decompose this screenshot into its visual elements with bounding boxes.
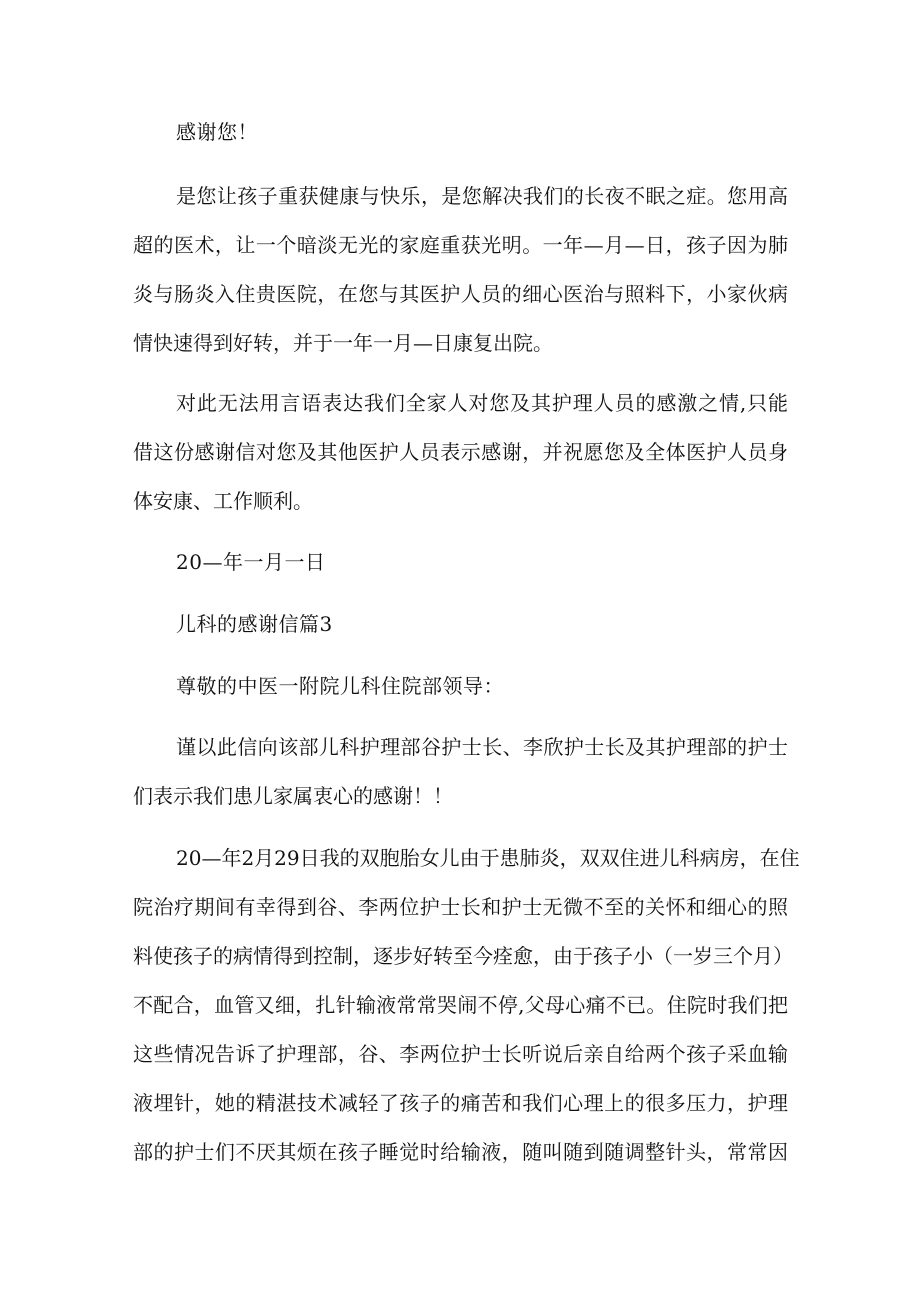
paragraph-line: 们表示我们患儿家属衷心的感谢！！ [133,784,453,808]
paragraph-line: 不配合，血管又细，扎针输液常常哭闹不停,父母心痛不已。住院时我们把 [133,993,788,1017]
paragraph-line: 体安康、工作顺利。 [133,489,313,513]
paragraph-line: 20—年2月29日我的双胞胎女儿由于患肺炎，双双住进儿科病房，在住 [176,846,800,870]
salutation: 尊敬的中医一附院儿科住院部领导： [176,674,504,698]
paragraph-line: 是您让孩子重获健康与快乐，是您解决我们的长夜不眠之症。您用高 [176,184,788,208]
paragraph-line: 对此无法用言语表达我们全家人对您及其护理人员的感激之情,只能 [176,391,788,415]
greeting: 感谢您！ [176,120,258,144]
paragraph-line: 情快速得到好转，并于一年一月—日康复出院。 [133,331,553,355]
paragraph-line: 谨以此信向该部儿科护理部谷护士长、李欣护士长及其护理部的护士 [176,735,788,759]
paragraph-line: 超的医术，让一个暗淡无光的家庭重获光明。一年—月—日，孩子因为肺 [133,233,788,257]
date-line: 20—年一月一日 [176,550,326,574]
paragraph-line: 借这份感谢信对您及其他医护人员表示感谢，并祝愿您及全体医护人员身 [133,440,788,464]
section-title: 儿科的感谢信篇3 [176,612,333,636]
paragraph-line: 院治疗期间有幸得到谷、李两位护士长和护士无微不至的关怀和细心的照 [133,895,788,919]
paragraph-line: 这些情况告诉了护理部，谷、李两位护士长听说后亲自给两个孩子采血输 [133,1042,788,1066]
paragraph-line: 部的护士们不厌其烦在孩子睡觉时给输液，随叫随到随调整针头，常常因 [133,1140,788,1164]
paragraph-line: 料使孩子的病情得到控制，逐步好转至今痊愈，由于孩子小（一岁三个月） [133,944,793,968]
paragraph-line: 炎与肠炎入住贵医院，在您与其医护人员的细心医治与照料下，小家伙病 [133,282,788,306]
paragraph-line: 液埋针，她的精湛技术减轻了孩子的痛苦和我们心理上的很多压力，护理 [133,1091,788,1115]
